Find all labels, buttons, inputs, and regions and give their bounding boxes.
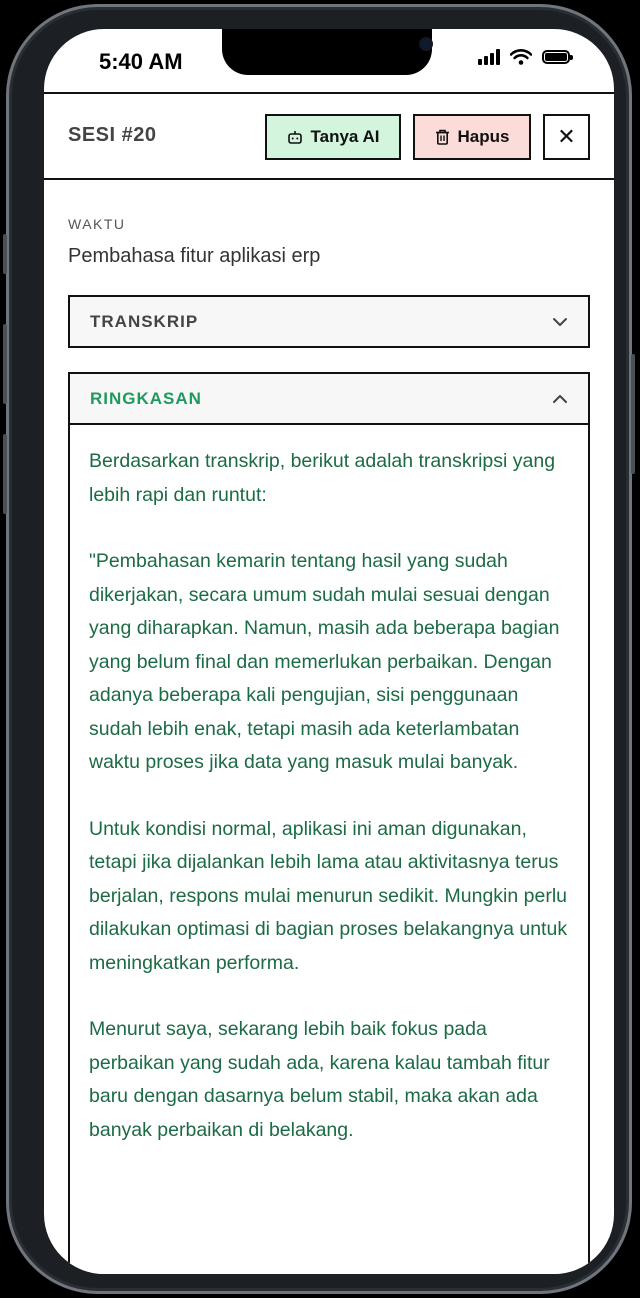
- delete-button[interactable]: [413, 114, 531, 160]
- session-name: Pembahasa fitur aplikasi erp: [68, 245, 321, 267]
- phone-frame: [6, 4, 632, 1294]
- delete-label: Hapus: [457, 127, 510, 146]
- time-label: WAKTU: [68, 216, 126, 232]
- summary-paragraph: Berdasarkan transkrip, berikut adalah transkripsi yang lebih rapi dan runtut:: [89, 450, 556, 506]
- chevron-up-icon: [552, 394, 568, 404]
- summary-paragraph: Untuk kondisi normal, aplikasi ini aman digunakan, tetapi jika dijalankan lebih lama atau aktivitasnya terus berjalan, respons mulai menurun sedikit. Mungkin perlu dilakukan optimasi di bagian proses belakangnya untuk meningkatkan performa.: [89, 817, 568, 974]
- transcript-toggle[interactable]: [70, 297, 588, 346]
- mute-switch: [3, 234, 7, 274]
- page-title: SESI #20: [68, 124, 157, 146]
- volume-up-button: [3, 324, 7, 404]
- status-icons: [478, 49, 570, 65]
- close-icon: ✕: [557, 124, 576, 149]
- summary-toggle[interactable]: [70, 374, 588, 425]
- summary-body: [70, 425, 588, 1147]
- session-header: [44, 92, 614, 180]
- summary-paragraph: "Pembahasan kemarin tentang hasil yang sudah dikerjakan, secara umum sudah mulai sesuai dengan yang diharapkan. Namun, masih ada beberapa bagian yang belum final dan memerlukan perbaikan. Dengan adanya beberapa kali pengujian, sisi penggunaan sudah lebih enak, tetapi masih ada keterlambatan waktu proses jika data yang masuk mulai banyak.: [89, 550, 560, 773]
- summary-label: RINGKASAN: [90, 388, 202, 408]
- ask-ai-label: Tanya AI: [310, 127, 380, 146]
- notch: [222, 29, 432, 75]
- camera-icon: [421, 39, 431, 49]
- close-button[interactable]: [543, 114, 590, 160]
- volume-down-button: [3, 434, 7, 514]
- screen: [44, 29, 614, 1274]
- summary-accordion: [68, 372, 590, 1274]
- ask-ai-button[interactable]: [265, 114, 401, 160]
- battery-icon: [542, 50, 570, 64]
- robot-icon: [287, 129, 303, 145]
- status-time: 5:40 AM: [99, 49, 183, 74]
- chevron-down-icon: [552, 317, 568, 327]
- signal-icon: [478, 49, 500, 65]
- transcript-label: TRANSKRIP: [90, 311, 199, 331]
- summary-paragraph: Menurut saya, sekarang lebih baik fokus pada perbaikan yang sudah ada, karena kalau tambah fitur baru dengan dasarnya belum stabil, maka akan ada banyak perbaikan di belakang.: [89, 1018, 550, 1141]
- wifi-icon: [510, 49, 532, 65]
- power-button: [631, 354, 635, 474]
- transcript-accordion: [68, 295, 590, 348]
- trash-icon: [435, 129, 450, 145]
